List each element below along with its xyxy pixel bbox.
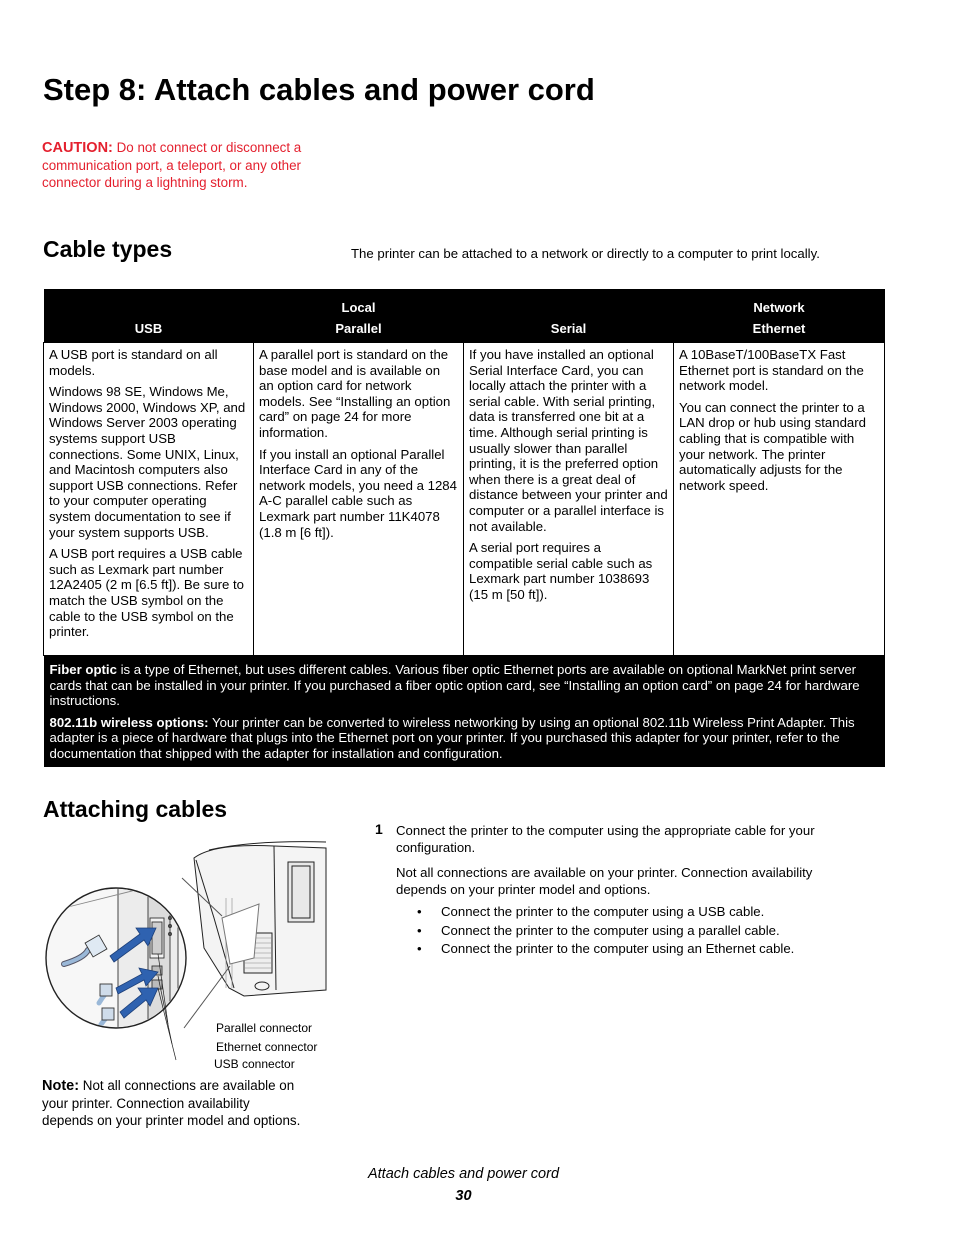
column-header-usb: USB: [44, 315, 254, 343]
parallel-connector-label: Parallel connector: [216, 1021, 313, 1035]
usb-text: A USB port requires a USB cable such as Lexmark part number 12A2405 (2 m [6.5 ft]). Be sure to match the USB symbol on the cable to the USB symbol on the printer.: [49, 546, 244, 640]
cable-types-table: [43, 289, 885, 767]
page-title: Step 8: Attach cables and power cord: [43, 72, 595, 107]
group-header-local: [44, 289, 674, 315]
list-item-text: Connect the printer to the computer using an Ethernet cable.: [441, 941, 795, 956]
usb-connector-label: USB connector: [214, 1057, 295, 1071]
usb-cell: [44, 343, 254, 656]
footer-section-title: Attach cables and power cord: [367, 1166, 560, 1182]
footer-page-number: 30: [455, 1188, 472, 1204]
note-label: Note:: [42, 1078, 80, 1094]
step-text: Connect the printer to the computer using the appropriate cable for your configuration.: [396, 823, 815, 855]
usb-text: A USB port is standard on all models.: [49, 347, 218, 378]
ethernet-cell: [674, 343, 885, 656]
fiber-optic-text: is a type of Ethernet, but uses different cables. Various fiber optic Ethernet ports are available on optional MarkNet print server cards that can be installed in your printer. If you purchased a fiber optic option card, see “Installing an option card” on page 24 for hardware instructions.: [49, 662, 860, 709]
caution-text: Do not connect or disconnect a communication port, a teleport, or any other connector during a lightning storm.: [42, 140, 302, 190]
step-subtext: Not all connections are available on your printer. Connection availability depends on your printer model and options.: [396, 865, 813, 897]
attaching-cables-heading: Attaching cables: [43, 796, 228, 822]
group-local-label: Local: [341, 300, 376, 315]
step-number: 1: [375, 821, 383, 837]
column-header-ethernet: Ethernet: [674, 315, 885, 343]
cable-types-intro: The printer can be attached to a network or directly to a computer to print locally.: [351, 246, 820, 261]
ethernet-text: A 10BaseT/100BaseTX Fast Ethernet port is standard on the network model.: [679, 347, 864, 394]
column-header-parallel: Parallel: [254, 315, 464, 343]
ethernet-text: You can connect the printer to a LAN drop or hub using standard cabling that is compatible with your network. The printer automatically adjusts for the network speed.: [679, 399, 866, 493]
wireless-text: Your printer can be converted to wireless networking by using an optional 802.11b Wireless Print Adapter. This adapter is a piece of hardware that plugs into the Ethernet port on your printer. If you purchased this adapter for your printer, refer to the documentation that shipped with the adapter for installation and configuration.: [49, 714, 855, 761]
serial-text: If you have installed an optional Serial Interface Card, you can locally attach the printer with a serial cable. With serial printing, data is transferred one bit at a time. Although serial printing is usually slower than parallel printing, it is the preferred option when there is a great deal of distance between your printer and computer or a parallel interface is not available.: [469, 347, 668, 534]
parallel-text: A parallel port is standard on the base model and is available on an option card for network models. See “Installing an option card” on page 24 for more information.: [259, 347, 451, 440]
cable-types-heading: Cable types: [43, 236, 173, 262]
list-item: • Connect the printer to the computer using a USB cable.: [417, 904, 765, 919]
group-network-label: Network: [753, 300, 805, 315]
wireless-label: 802.11b wireless options:: [49, 714, 209, 730]
serial-cell: [464, 343, 674, 656]
caution-notice: [42, 139, 304, 191]
list-item-text: Connect the printer to the computer using a parallel cable.: [441, 922, 780, 938]
connection-list: [417, 903, 794, 959]
note: [42, 1077, 304, 1129]
parallel-cell: [254, 343, 464, 656]
usb-text: Windows 98 SE, Windows Me, Windows 2000, Windows XP, and Windows Server 2003 operating systems support USB connections. Some UNIX, Linux, and Macintosh computers also support USB connections. Refer to your computer operating system documentation to see if your system supports USB.: [49, 384, 246, 540]
note-text: Not all connections are available on your printer. Connection availability depends on your printer model and options.: [42, 1078, 301, 1128]
table-footer-notes: [44, 656, 885, 767]
parallel-text: If you install an optional Parallel Interface Card in any of the network models, you need a 1284 A-C parallel cable such as Lexmark part number 11K4078 (1.8 m [6 ft]).: [259, 446, 457, 540]
step-body: [396, 822, 866, 906]
list-item: • Connect the printer to the computer using an Ethernet cable.: [417, 941, 795, 956]
fiber-optic-label: Fiber optic: [49, 662, 117, 677]
column-header-serial: Serial: [464, 315, 674, 343]
fiber-optic-note: [50, 662, 879, 709]
wireless-note: [50, 715, 879, 762]
list-item: • Connect the printer to the computer using a parallel cable.: [417, 922, 780, 938]
serial-text: A serial port requires a compatible serial cable such as Lexmark part number 1038693 (15 m [50 ft]).: [469, 540, 653, 602]
ethernet-connector-label: Ethernet connector: [216, 1040, 318, 1054]
caution-label: CAUTION:: [42, 140, 113, 156]
list-item-text: Connect the printer to the computer using a USB cable.: [441, 904, 765, 919]
group-header-network: [674, 289, 885, 315]
